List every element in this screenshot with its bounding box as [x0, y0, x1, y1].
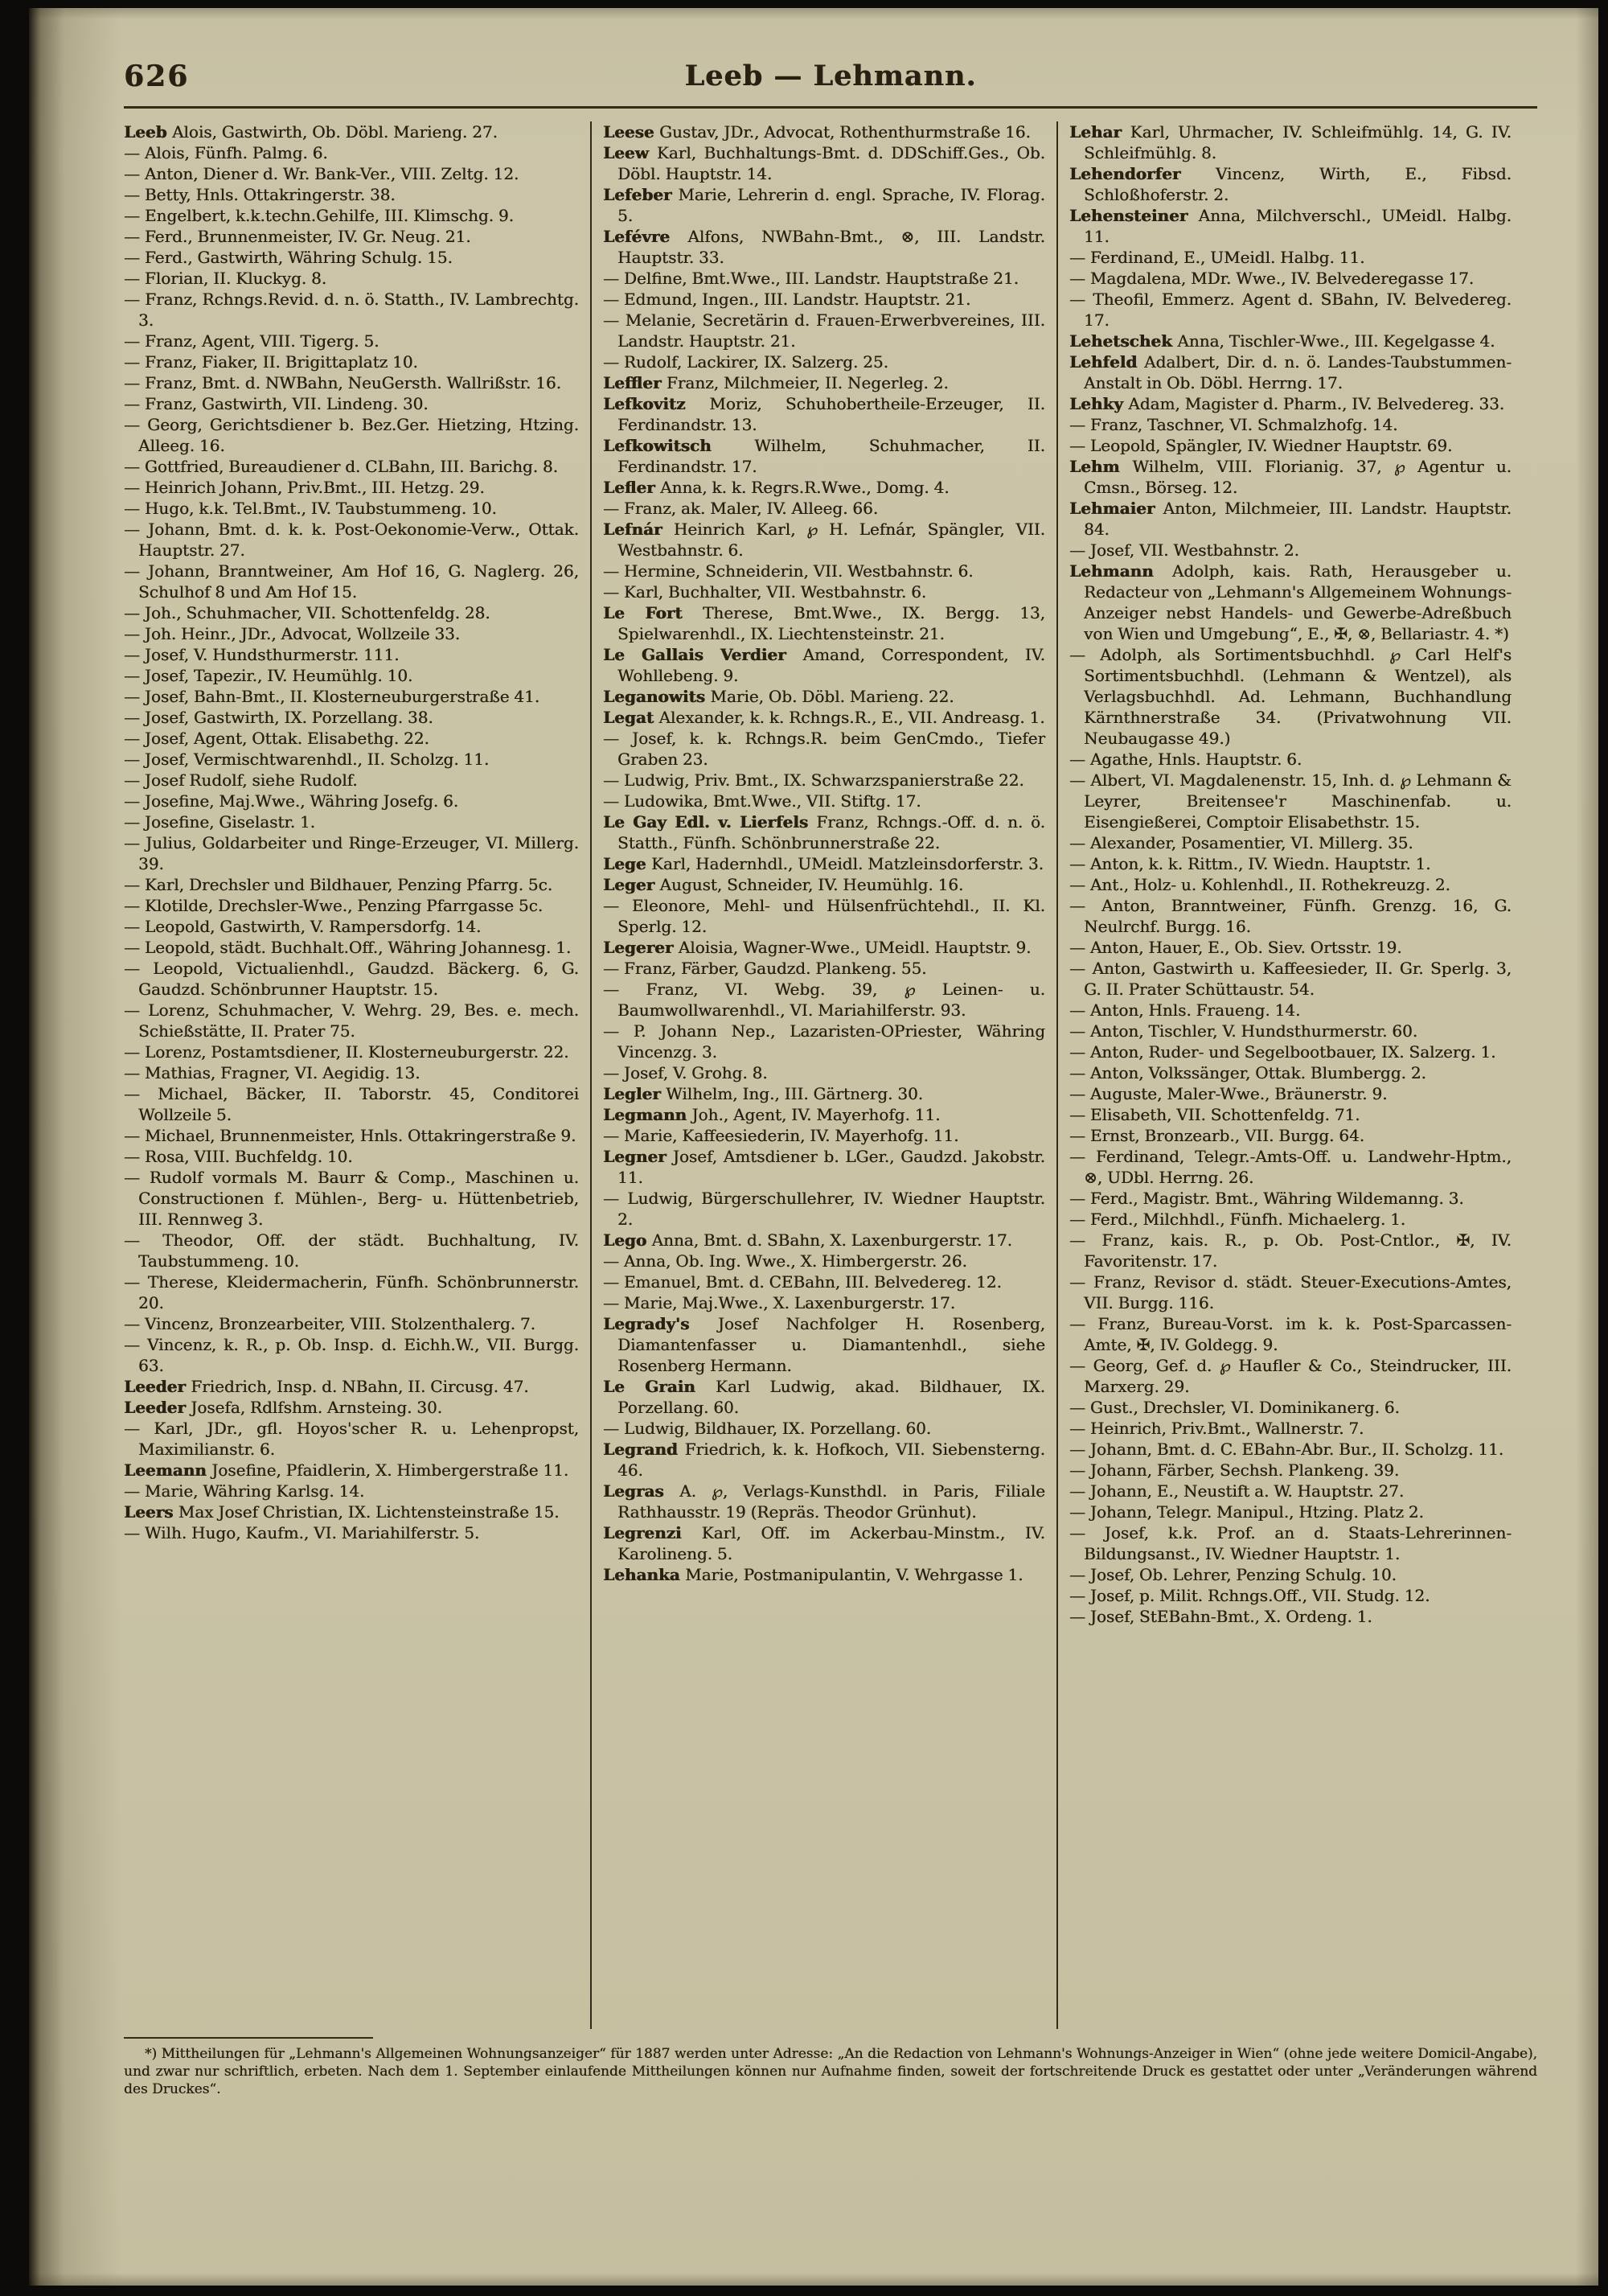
directory-entry: — Josef, StEBahn-Bmt., X. Ordeng. 1. [1069, 1607, 1372, 1626]
directory-entry: — Joh. Heinr., JDr., Advocat, Wollzeile 33. [124, 624, 461, 643]
directory-entry: — Melanie, Secretärin d. Frauen-Erwerbvereines, III. Landstr. Hauptstr. 21. [603, 310, 1045, 351]
footnote [124, 2045, 1537, 2098]
entry-headword: Leese [603, 122, 659, 142]
directory-entry: Leese Gustav, JDr., Advocat, Rothenthurmstraße 16. [603, 122, 1031, 142]
directory-entry: Lehensteiner Anna, Milchverschl., UMeidl. Halbg. 11. [1069, 206, 1512, 246]
page-number: 626 [124, 60, 190, 93]
directory-entry: — Alois, Fünfh. Palmg. 6. [124, 143, 328, 162]
directory-entry: — Auguste, Maler-Wwe., Bräunerstr. 9. [1069, 1084, 1388, 1103]
directory-entry: — Julius, Goldarbeiter und Ringe-Erzeuger, VI. Millerg. 39. [124, 833, 579, 873]
directory-column-1 [124, 121, 579, 2029]
entry-headword: Lehky [1069, 394, 1129, 413]
entry-headword: Lefnár [603, 520, 674, 539]
directory-entry: Le Gallais Verdier Amand, Correspondent, IV. Wohllebeng. 9. [603, 645, 1046, 685]
directory-entry: — Delfine, Bmt.Wwe., III. Landstr. Hauptstraße 21. [603, 269, 1019, 288]
directory-entry: — Leopold, Victualienhdl., Gaudzd. Bäckerg. 6, G. Gaudzd. Schönbrunner Hauptstr. 15. [124, 959, 579, 999]
directory-column-2 [590, 121, 1045, 2029]
directory-entry: — Franz, Bureau-Vorst. im k. k. Post-Sparcassen-Amte, ✠, IV. Goldegg. 9. [1069, 1314, 1512, 1354]
directory-entry: — Josef, k. k. Rchngs.R. beim GenCmdo., Tiefer Graben 23. [603, 729, 1045, 769]
directory-entry: Lehetschek Anna, Tischler-Wwe., III. Kegelgasse 4. [1069, 331, 1495, 351]
directory-entry: — Josef, k.k. Prof. an d. Staats-Lehrerinnen-Bildungsanst., IV. Wiedner Hauptstr. 1. [1069, 1523, 1512, 1563]
directory-entry: Legler Wilhelm, Ing., III. Gärtnerg. 30. [603, 1084, 924, 1103]
directory-entry: — Magdalena, MDr. Wwe., IV. Belvederegasse 17. [1069, 269, 1475, 288]
directory-entry: Le Fort Therese, Bmt.Wwe., IX. Bergg. 13, Spielwarenhdl., IX. Liechtensteinstr. 21. [603, 603, 1046, 643]
directory-entry: Legmann Joh., Agent, IV. Mayerhofg. 11. [603, 1105, 941, 1124]
directory-entry: — Johann, E., Neustift a. W. Hauptstr. 27. [1069, 1481, 1405, 1501]
directory-entry: — Vincenz, k. R., p. Ob. Insp. d. Eichh.W., VII. Burgg. 63. [124, 1335, 579, 1375]
directory-entry: — Ernst, Bronzearb., VII. Burgg. 64. [1069, 1126, 1365, 1145]
footnote-text: Mittheilungen für „Lehmann's Allgemeinen Wohnungsanzeiger“ für 1887 werden unter Adresse: „An die Redaction von Lehmann's Wohnungs-Anzeiger in Wien“ (ohne jede weitere Domicil-Angabe), und zwar nur schriftlich, erbeten. Nach dem 1. September einlaufende Mittheilungen können nur Aufnahme finden, soweit der fortschreitende Druck es gestattet oder unter „Veränderungen während des Druckes“. [124, 2046, 1538, 2097]
directory-entry: — Mathias, Fragner, VI. Aegidig. 13. [124, 1063, 420, 1082]
text-block [124, 55, 1537, 2098]
entry-headword: Leeder [124, 1377, 191, 1396]
entry-headword: Leers [124, 1502, 178, 1522]
directory-entry: Lehanka Marie, Postmanipulantin, V. Wehrgasse 1. [603, 1565, 1023, 1584]
directory-entry: Legat Alexander, k. k. Rchngs.R., E., VII. Andreasg. 1. [603, 708, 1045, 727]
footnote-marker: *) [145, 2046, 158, 2062]
directory-entry: — Anton, Tischler, V. Hundsthurmerstr. 60. [1069, 1021, 1418, 1041]
directory-entry: — Anton, Gastwirth u. Kaffeesieder, II. Gr. Sperlg. 3, G. II. Prater Schüttaustr. 54. [1069, 959, 1512, 999]
entry-headword: Legrenzi [603, 1523, 702, 1542]
directory-entry: — Adolph, als Sortimentsbuchhdl. ℘ Carl Helf's Sortimentsbuchhdl. (Lehmann & Wentzel), als Verlagsbuchhdl. Ad. Lehmann, Buchhandlung Kärnthnerstraße 34. (Privatwohnung VII. Neubaugasse 49.) [1069, 645, 1512, 748]
entry-headword: Legrand [603, 1440, 685, 1459]
directory-entry: — Theofil, Emmerz. Agent d. SBahn, IV. Belvedereg. 17. [1069, 290, 1512, 330]
directory-entry: — Marie, Maj.Wwe., X. Laxenburgerstr. 17. [603, 1293, 956, 1312]
directory-entry: Legner Josef, Amtsdiener b. LGer., Gaudzd. Jakobstr. 11. [603, 1147, 1045, 1187]
directory-entry: — Lorenz, Postamtsdiener, II. Klosterneuburgerstr. 22. [124, 1042, 569, 1062]
directory-entry: — Josef, Gastwirth, IX. Porzellang. 38. [124, 708, 433, 727]
entry-headword: Lehanka [603, 1565, 686, 1584]
directory-entry: Lefévre Alfons, NWBahn-Bmt., ⊗, III. Landstr. Hauptstr. 33. [603, 227, 1045, 267]
directory-entry: — Franz, Rchngs.Revid. d. n. ö. Statth., IV. Lambrechtg. 3. [124, 290, 579, 330]
directory-entry: — Leopold, Spängler, IV. Wiedner Hauptstr. 69. [1069, 436, 1453, 455]
directory-entry: — Anton, Diener d. Wr. Bank-Ver., VIII. Zeltg. 12. [124, 164, 519, 183]
directory-entry: — Johann, Färber, Sechsh. Plankeng. 39. [1069, 1460, 1400, 1480]
directory-entry: Le Grain Karl Ludwig, akad. Bildhauer, IX. Porzellang. 60. [603, 1377, 1045, 1417]
directory-entry: — Josef, Ob. Lehrer, Penzing Schulg. 10. [1069, 1565, 1397, 1584]
directory-entry: — Ferdinand, Telegr.-Amts-Off. u. Landwehr-Hptm., ⊗, UDbl. Herrng. 26. [1069, 1147, 1512, 1187]
directory-entry: — Edmund, Ingen., III. Landstr. Hauptstr. 21. [603, 290, 971, 309]
directory-entry: Legrand Friedrich, k. k. Hofkoch, VII. Siebensterng. 46. [603, 1440, 1045, 1480]
directory-entry: — Josef, V. Grohg. 8. [603, 1063, 768, 1082]
entry-headword: Leeder [124, 1398, 191, 1417]
directory-entry: Legrady's Josef Nachfolger H. Rosenberg, Diamantenfasser u. Diamantenhdl., siehe Rosenberg Hermann. [603, 1314, 1045, 1375]
entry-headword: Leger [603, 875, 660, 894]
directory-entry: Lege Karl, Hadernhdl., UMeidl. Matzleinsdorferstr. 3. [603, 854, 1044, 873]
directory-entry: Lehmaier Anton, Milchmeier, III. Landstr. Hauptstr. 84. [1069, 499, 1512, 539]
directory-entry: — Elisabeth, VII. Schottenfeldg. 71. [1069, 1105, 1360, 1124]
entry-headword: Lefeber [603, 185, 679, 204]
directory-entry: — Ant., Holz- u. Kohlenhdl., II. Rothekreuzg. 2. [1069, 875, 1450, 894]
entry-headword: Lehmann [1069, 561, 1172, 581]
entry-headword: Lehetschek [1069, 331, 1178, 351]
entry-headword: Lefler [603, 478, 661, 497]
entry-headword: Lefkowitsch [603, 436, 755, 455]
directory-entry: — Karl, Buchhalter, VII. Westbahnstr. 6. [603, 582, 927, 602]
directory-entry: — Josef, Bahn-Bmt., II. Klosterneuburgerstraße 41. [124, 687, 540, 706]
directory-entry: — Josef, VII. Westbahnstr. 2. [1069, 540, 1299, 560]
directory-entry: — Engelbert, k.k.techn.Gehilfe, III. Klimschg. 9. [124, 206, 514, 225]
directory-entry: — Ferdinand, E., UMeidl. Halbg. 11. [1069, 248, 1365, 267]
directory-entry: — Ferd., Milchhdl., Fünfh. Michaelerg. 1. [1069, 1210, 1406, 1229]
directory-entry: — Gottfried, Bureaudiener d. CLBahn, III. Barichg. 8. [124, 457, 558, 476]
entry-headword: Lege [603, 854, 651, 873]
directory-entry: — Leopold, städt. Buchhalt.Off., Währing Johannesg. 1. [124, 938, 572, 957]
directory-entry: — Michael, Bäcker, II. Taborstr. 45, Conditorei Wollzeile 5. [124, 1084, 579, 1124]
directory-entry: — Emanuel, Bmt. d. CEBahn, III. Belvedereg. 12. [603, 1272, 1002, 1292]
directory-entry: — Ludwig, Bürgerschullehrer, IV. Wiedner Hauptstr. 2. [603, 1189, 1045, 1229]
directory-entry: Le Gay Edl. v. Lierfels Franz, Rchngs.-Off. d. n. ö. Statth., Fünfh. Schönbrunnerstraße 22. [603, 812, 1046, 852]
directory-entry: — Heinrich Johann, Priv.Bmt., III. Hetzg. 29. [124, 478, 485, 497]
entry-headword: Lehar [1069, 122, 1130, 142]
directory-entry: — Agathe, Hnls. Hauptstr. 6. [1069, 750, 1302, 769]
directory-entry: — Joh., Schuhmacher, VII. Schottenfeldg. 28. [124, 603, 490, 622]
directory-entry: Lefnár Heinrich Karl, ℘ H. Lefnár, Spängler, VII. Westbahnstr. 6. [603, 520, 1046, 560]
directory-columns [124, 121, 1537, 2029]
directory-entry: Lehfeld Adalbert, Dir. d. n. ö. Landes-Taubstummen-Anstalt in Ob. Döbl. Herrng. 17. [1069, 352, 1512, 392]
directory-entry: — Betty, Hnls. Ottakringerstr. 38. [124, 185, 396, 204]
page-header [124, 55, 1537, 105]
entry-headword: Leganowits [603, 687, 711, 706]
entry-headword: Legrady's [603, 1314, 718, 1333]
directory-entry: — Therese, Kleidermacherin, Fünfh. Schönbrunnerstr. 20. [124, 1272, 579, 1312]
directory-entry: — Franz, Färber, Gaudzd. Plankeng. 55. [603, 959, 927, 978]
directory-entry: — Karl, JDr., gfl. Hoyos'scher R. u. Lehenpropst, Maximilianstr. 6. [124, 1419, 579, 1459]
scanned-page [29, 8, 1598, 2286]
directory-entry: — Rudolf vormals M. Baurr & Comp., Maschinen u. Constructionen f. Mühlen-, Berg- u. Hüttenbetrieb, III. Rennweg 3. [124, 1168, 579, 1229]
directory-entry: — Hugo, k.k. Tel.Bmt., IV. Taubstummeng. 10. [124, 499, 497, 518]
directory-entry: — Josefine, Maj.Wwe., Währing Josefg. 6. [124, 791, 459, 811]
directory-entry: — Georg, Gerichtsdiener b. Bez.Ger. Hietzing, Htzing. Alleeg. 16. [124, 415, 579, 455]
directory-entry: Leemann Josefine, Pfaidlerin, X. Himbergerstraße 11. [124, 1460, 569, 1480]
directory-entry: Leeder Friedrich, Insp. d. NBahn, II. Circusg. 47. [124, 1377, 529, 1396]
directory-entry: — Josefine, Giselastr. 1. [124, 812, 316, 832]
directory-entry: — Eleonore, Mehl- und Hülsenfrüchtehdl., II. Kl. Sperlg. 12. [603, 896, 1045, 936]
entry-headword: Le Grain [603, 1377, 716, 1396]
page-header-title: Leeb — Lehmann. [684, 60, 977, 92]
directory-entry: — Franz, Gastwirth, VII. Lindeng. 30. [124, 394, 429, 413]
header-rule [124, 106, 1537, 109]
directory-entry: — Franz, ak. Maler, IV. Alleeg. 66. [603, 499, 879, 518]
directory-entry: — Theodor, Off. der städt. Buchhaltung, IV. Taubstummeng. 10. [124, 1230, 579, 1271]
directory-entry: Lefeber Marie, Lehrerin d. engl. Sprache, IV. Florag. 5. [603, 185, 1045, 225]
directory-entry: — Franz, Revisor d. städt. Steuer-Executions-Amtes, VII. Burgg. 116. [1069, 1272, 1512, 1312]
entry-headword: Lego [603, 1230, 652, 1250]
directory-entry: — Hermine, Schneiderin, VII. Westbahnstr. 6. [603, 561, 974, 581]
directory-entry: — Josef, p. Milit. Rchngs.Off., VII. Studg. 12. [1069, 1586, 1430, 1605]
directory-entry: Leew Karl, Buchhaltungs-Bmt. d. DDSchiff.Ges., Ob. Döbl. Hauptstr. 14. [603, 143, 1045, 183]
directory-entry: — Rosa, VIII. Buchfeldg. 10. [124, 1147, 353, 1166]
entry-headword: Legras [603, 1481, 680, 1501]
entry-headword: Leffler [603, 373, 667, 392]
directory-entry: — Ferd., Gastwirth, Währing Schulg. 15. [124, 248, 453, 267]
entry-headword: Le Gallais Verdier [603, 645, 803, 664]
directory-entry: — Johann, Bmt. d. C. EBahn-Abr. Bur., II. Scholzg. 11. [1069, 1440, 1504, 1459]
directory-entry: Legrenzi Karl, Off. im Ackerbau-Minstm., IV. Karolineng. 5. [603, 1523, 1045, 1563]
directory-entry: Leger August, Schneider, IV. Heumühlg. 16. [603, 875, 964, 894]
directory-entry: — Marie, Währing Karlsg. 14. [124, 1481, 365, 1501]
directory-entry: — Franz, Taschner, VI. Schmalzhofg. 14. [1069, 415, 1398, 434]
directory-entry: Leers Max Josef Christian, IX. Lichtensteinstraße 15. [124, 1502, 560, 1522]
directory-entry: Leffler Franz, Milchmeier, II. Negerleg. 2. [603, 373, 949, 392]
directory-entry: — Anton, Volkssänger, Ottak. Blumbergg. 2. [1069, 1063, 1426, 1082]
directory-entry: Lefkovitz Moriz, Schuhobertheile-Erzeuger, II. Ferdinandstr. 13. [603, 394, 1045, 434]
directory-entry: — Franz, Agent, VIII. Tigerg. 5. [124, 331, 379, 351]
directory-entry: — Ferd., Brunnenmeister, IV. Gr. Neug. 21. [124, 227, 471, 246]
directory-entry: — Franz, kais. R., p. Ob. Post-Cntlor., ✠, IV. Favoritenstr. 17. [1069, 1230, 1512, 1271]
directory-entry: — Franz, Bmt. d. NWBahn, NeuGersth. Wallrißstr. 16. [124, 373, 561, 392]
directory-entry: Leeb Alois, Gastwirth, Ob. Döbl. Marieng. 27. [124, 122, 498, 142]
directory-entry: — Josef Rudolf, siehe Rudolf. [124, 770, 358, 790]
directory-entry: — Anton, Hnls. Fraueng. 14. [1069, 1000, 1301, 1020]
directory-entry: — Anton, Ruder- und Segelbootbauer, IX. Salzerg. 1. [1069, 1042, 1496, 1062]
directory-entry: — Vincenz, Bronzearbeiter, VIII. Stolzenthalerg. 7. [124, 1314, 535, 1333]
entry-headword: Lehm [1069, 457, 1133, 476]
entry-headword: Lefkovitz [603, 394, 710, 413]
directory-entry: — Franz, VI. Webg. 39, ℘ Leinen- u. Baumwollwarenhdl., VI. Mariahilferstr. 93. [603, 980, 1045, 1020]
directory-entry: — Leopold, Gastwirth, V. Rampersdorfg. 14. [124, 917, 482, 936]
entry-headword: Legler [603, 1084, 667, 1103]
directory-entry: Lego Anna, Bmt. d. SBahn, X. Laxenburgerstr. 17. [603, 1230, 1012, 1250]
directory-entry: — Anton, k. k. Rittm., IV. Wiedn. Hauptstr. 1. [1069, 854, 1431, 873]
directory-entry: — Ludowika, Bmt.Wwe., VII. Stiftg. 17. [603, 791, 921, 811]
directory-entry: — Marie, Kaffeesiederin, IV. Mayerhofg. 11. [603, 1126, 959, 1145]
directory-entry: — Michael, Brunnenmeister, Hnls. Ottakringerstraße 9. [124, 1126, 576, 1145]
directory-entry: — Franz, Fiaker, II. Brigittaplatz 10. [124, 352, 418, 372]
directory-entry: Lefkowitsch Wilhelm, Schuhmacher, II. Ferdinandstr. 17. [603, 436, 1045, 476]
directory-entry: Legerer Aloisia, Wagner-Wwe., UMeidl. Hauptstr. 9. [603, 938, 1032, 957]
entry-headword: Legmann [603, 1105, 692, 1124]
directory-entry: Leganowits Marie, Ob. Döbl. Marieng. 22. [603, 687, 954, 706]
entry-headword: Lehensteiner [1069, 206, 1199, 225]
entry-headword: Le Fort [603, 603, 703, 622]
directory-entry: — Johann, Branntweiner, Am Hof 16, G. Naglerg. 26, Schulhof 8 und Am Hof 15. [124, 561, 579, 602]
entry-headword: Leew [603, 143, 657, 162]
directory-entry: — Josef, Vermischtwarenhdl., II. Scholzg. 11. [124, 750, 490, 769]
directory-entry: — Johann, Telegr. Manipul., Htzing. Platz 2. [1069, 1502, 1424, 1522]
directory-entry: — Lorenz, Schuhmacher, V. Wehrg. 29, Bes. e. mech. Schießstätte, II. Prater 75. [124, 1000, 579, 1041]
entry-headword: Lehfeld [1069, 352, 1145, 372]
directory-entry: — P. Johann Nep., Lazaristen-OPriester, Währing Vincenzg. 3. [603, 1021, 1045, 1062]
entry-headword: Legner [603, 1147, 673, 1166]
directory-entry: Lehky Adam, Magister d. Pharm., IV. Belvedereg. 33. [1069, 394, 1505, 413]
directory-entry: Lehmann Adolph, kais. Rath, Herausgeber u. Redacteur von „Lehmann's Allgemeinem Wohnungs-Anzeiger nebst Handels- und Gewerbe-Adreßbuch von Wien und Umgebung“, E., ✠, ⊗, Bellariastr. 4. *) [1069, 561, 1512, 643]
directory-entry: — Rudolf, Lackirer, IX. Salzerg. 25. [603, 352, 888, 372]
directory-entry: Lehar Karl, Uhrmacher, IV. Schleifmühlg. 14, G. IV. Schleifmühlg. 8. [1069, 122, 1512, 162]
directory-entry: — Ferd., Magistr. Bmt., Währing Wildemanng. 3. [1069, 1189, 1464, 1208]
entry-headword: Lehendorfer [1069, 164, 1216, 183]
directory-entry: — Heinrich, Priv.Bmt., Wallnerstr. 7. [1069, 1419, 1364, 1438]
directory-entry: — Josef, Tapezir., IV. Heumühlg. 10. [124, 666, 413, 685]
entry-headword: Leeb [124, 122, 172, 142]
directory-entry: — Ludwig, Bildhauer, IX. Porzellang. 60. [603, 1419, 932, 1438]
entry-headword: Leemann [124, 1460, 212, 1480]
directory-entry: — Gust., Drechsler, VI. Dominikanerg. 6. [1069, 1398, 1400, 1417]
book-binding-shadow [29, 8, 133, 2286]
directory-entry: — Anton, Branntweiner, Fünfh. Grenzg. 16, G. Neulrchf. Burgg. 16. [1069, 896, 1512, 936]
directory-entry: — Ludwig, Priv. Bmt., IX. Schwarzspanierstraße 22. [603, 770, 1024, 790]
directory-entry: — Anton, Hauer, E., Ob. Siev. Ortsstr. 19. [1069, 938, 1402, 957]
entry-headword: Legerer [603, 938, 679, 957]
directory-entry: Lehendorfer Vincenz, Wirth, E., Fibsd. Schloßhoferstr. 2. [1069, 164, 1512, 204]
entry-headword: Lefévre [603, 227, 688, 246]
entry-headword: Legat [603, 708, 659, 727]
directory-entry: Legras A. ℘, Verlags-Kunsthdl. in Paris, Filiale Rathhausstr. 19 (Repräs. Theodor Grünhut). [603, 1481, 1045, 1522]
directory-entry: Leeder Josefa, Rdlfshm. Arnsteing. 30. [124, 1398, 443, 1417]
directory-entry: — Georg, Gef. d. ℘ Haufler & Co., Steindrucker, III. Marxerg. 29. [1069, 1356, 1512, 1396]
directory-column-3 [1056, 121, 1512, 2029]
directory-entry: — Wilh. Hugo, Kaufm., VI. Mariahilferstr. 5. [124, 1523, 480, 1542]
entry-headword: Lehmaier [1069, 499, 1163, 518]
directory-entry: — Albert, VI. Magdalenenstr. 15, Inh. d. ℘ Lehmann & Leyrer, Breitensee'r Maschinenfab. u. Eisengießerei, Comptoir Elisabethstr. 15. [1069, 770, 1512, 832]
directory-entry: — Florian, II. Kluckyg. 8. [124, 269, 327, 288]
entry-headword: Le Gay Edl. v. Lierfels [603, 812, 817, 832]
directory-entry: Lehm Wilhelm, VIII. Florianig. 37, ℘ Agentur u. Cmsn., Börseg. 12. [1069, 457, 1512, 497]
directory-entry: — Johann, Bmt. d. k. k. Post-Oekonomie-Verw., Ottak. Hauptstr. 27. [124, 520, 579, 560]
directory-entry: — Klotilde, Drechsler-Wwe., Penzing Pfarrgasse 5c. [124, 896, 544, 915]
directory-entry: — Josef, Agent, Ottak. Elisabethg. 22. [124, 729, 429, 748]
footnote-rule [124, 2037, 373, 2039]
directory-entry: Lefler Anna, k. k. Regrs.R.Wwe., Domg. 4. [603, 478, 950, 497]
directory-entry: — Anna, Ob. Ing. Wwe., X. Himbergerstr. 26. [603, 1251, 967, 1271]
directory-entry: — Karl, Drechsler und Bildhauer, Penzing Pfarrg. 5c. [124, 875, 553, 894]
directory-entry: — Alexander, Posamentier, VI. Millerg. 35. [1069, 833, 1413, 852]
directory-entry: — Josef, V. Hundsthurmerstr. 111. [124, 645, 400, 664]
